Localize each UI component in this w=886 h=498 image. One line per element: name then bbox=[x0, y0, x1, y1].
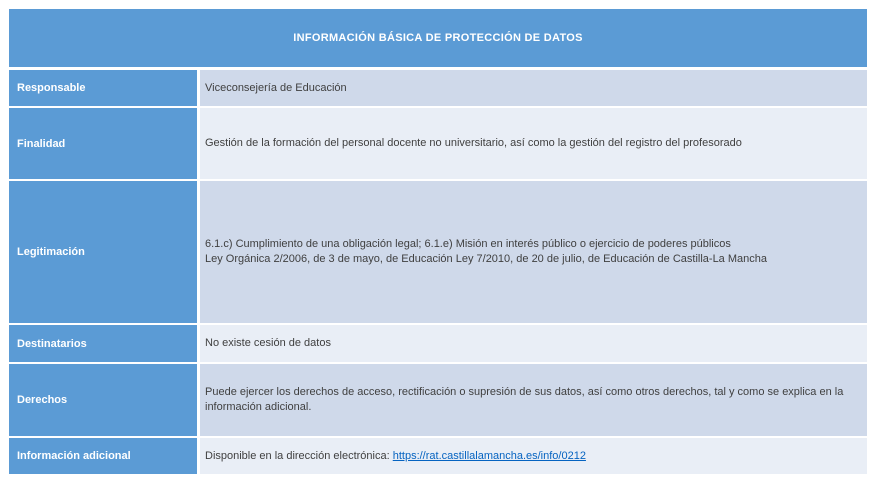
row-value-informacion-adicional bbox=[200, 438, 867, 474]
legitimacion-line-2: Ley Orgánica 2/2006, de 3 de mayo, de Educación Ley 7/2010, de 20 de julio, de Educación de Castilla-La Mancha bbox=[205, 253, 767, 265]
row-label-destinatarios: Destinatarios bbox=[9, 325, 197, 362]
legitimacion-line-1: 6.1.c) Cumplimiento de una obligación legal; 6.1.e) Misión en interés público o ejercicio de poderes públicos bbox=[205, 238, 731, 251]
table-title: INFORMACIÓN BÁSICA DE PROTECCIÓN DE DATOS bbox=[293, 32, 583, 44]
table-row-derechos bbox=[9, 364, 867, 436]
row-label-legitimacion: Legitimación bbox=[9, 181, 197, 323]
row-label-derechos: Derechos bbox=[9, 364, 197, 436]
row-value-destinatarios: No existe cesión de datos bbox=[200, 325, 867, 362]
table-row-responsable bbox=[9, 70, 867, 106]
table-row-legitimacion bbox=[9, 181, 867, 323]
informacion-adicional-prefix: Disponible en la dirección electrónica: bbox=[205, 449, 393, 462]
table-row-finalidad bbox=[9, 108, 867, 179]
data-protection-table bbox=[9, 9, 867, 476]
row-label-finalidad: Finalidad bbox=[9, 108, 197, 179]
rat-castillalamancha-link[interactable]: https://rat.castillalamancha.es/info/0212 bbox=[392, 449, 586, 462]
row-value-legitimacion bbox=[200, 181, 867, 323]
row-value-finalidad: Gestión de la formación del personal docente no universitario, así como la gestión del registro del profesorado bbox=[200, 108, 867, 179]
table-header bbox=[9, 9, 867, 67]
row-label-informacion-adicional: Información adicional bbox=[9, 438, 197, 474]
row-value-derechos: Puede ejercer los derechos de acceso, rectificación o supresión de sus datos, así como otros derechos, tal y como se explica en la información adicional. bbox=[200, 364, 867, 436]
table-row-informacion-adicional bbox=[9, 438, 867, 474]
row-label-responsable: Responsable bbox=[9, 70, 197, 106]
row-value-responsable: Viceconsejería de Educación bbox=[200, 70, 867, 106]
table-row-destinatarios bbox=[9, 325, 867, 362]
informacion-adicional-text bbox=[205, 449, 855, 464]
